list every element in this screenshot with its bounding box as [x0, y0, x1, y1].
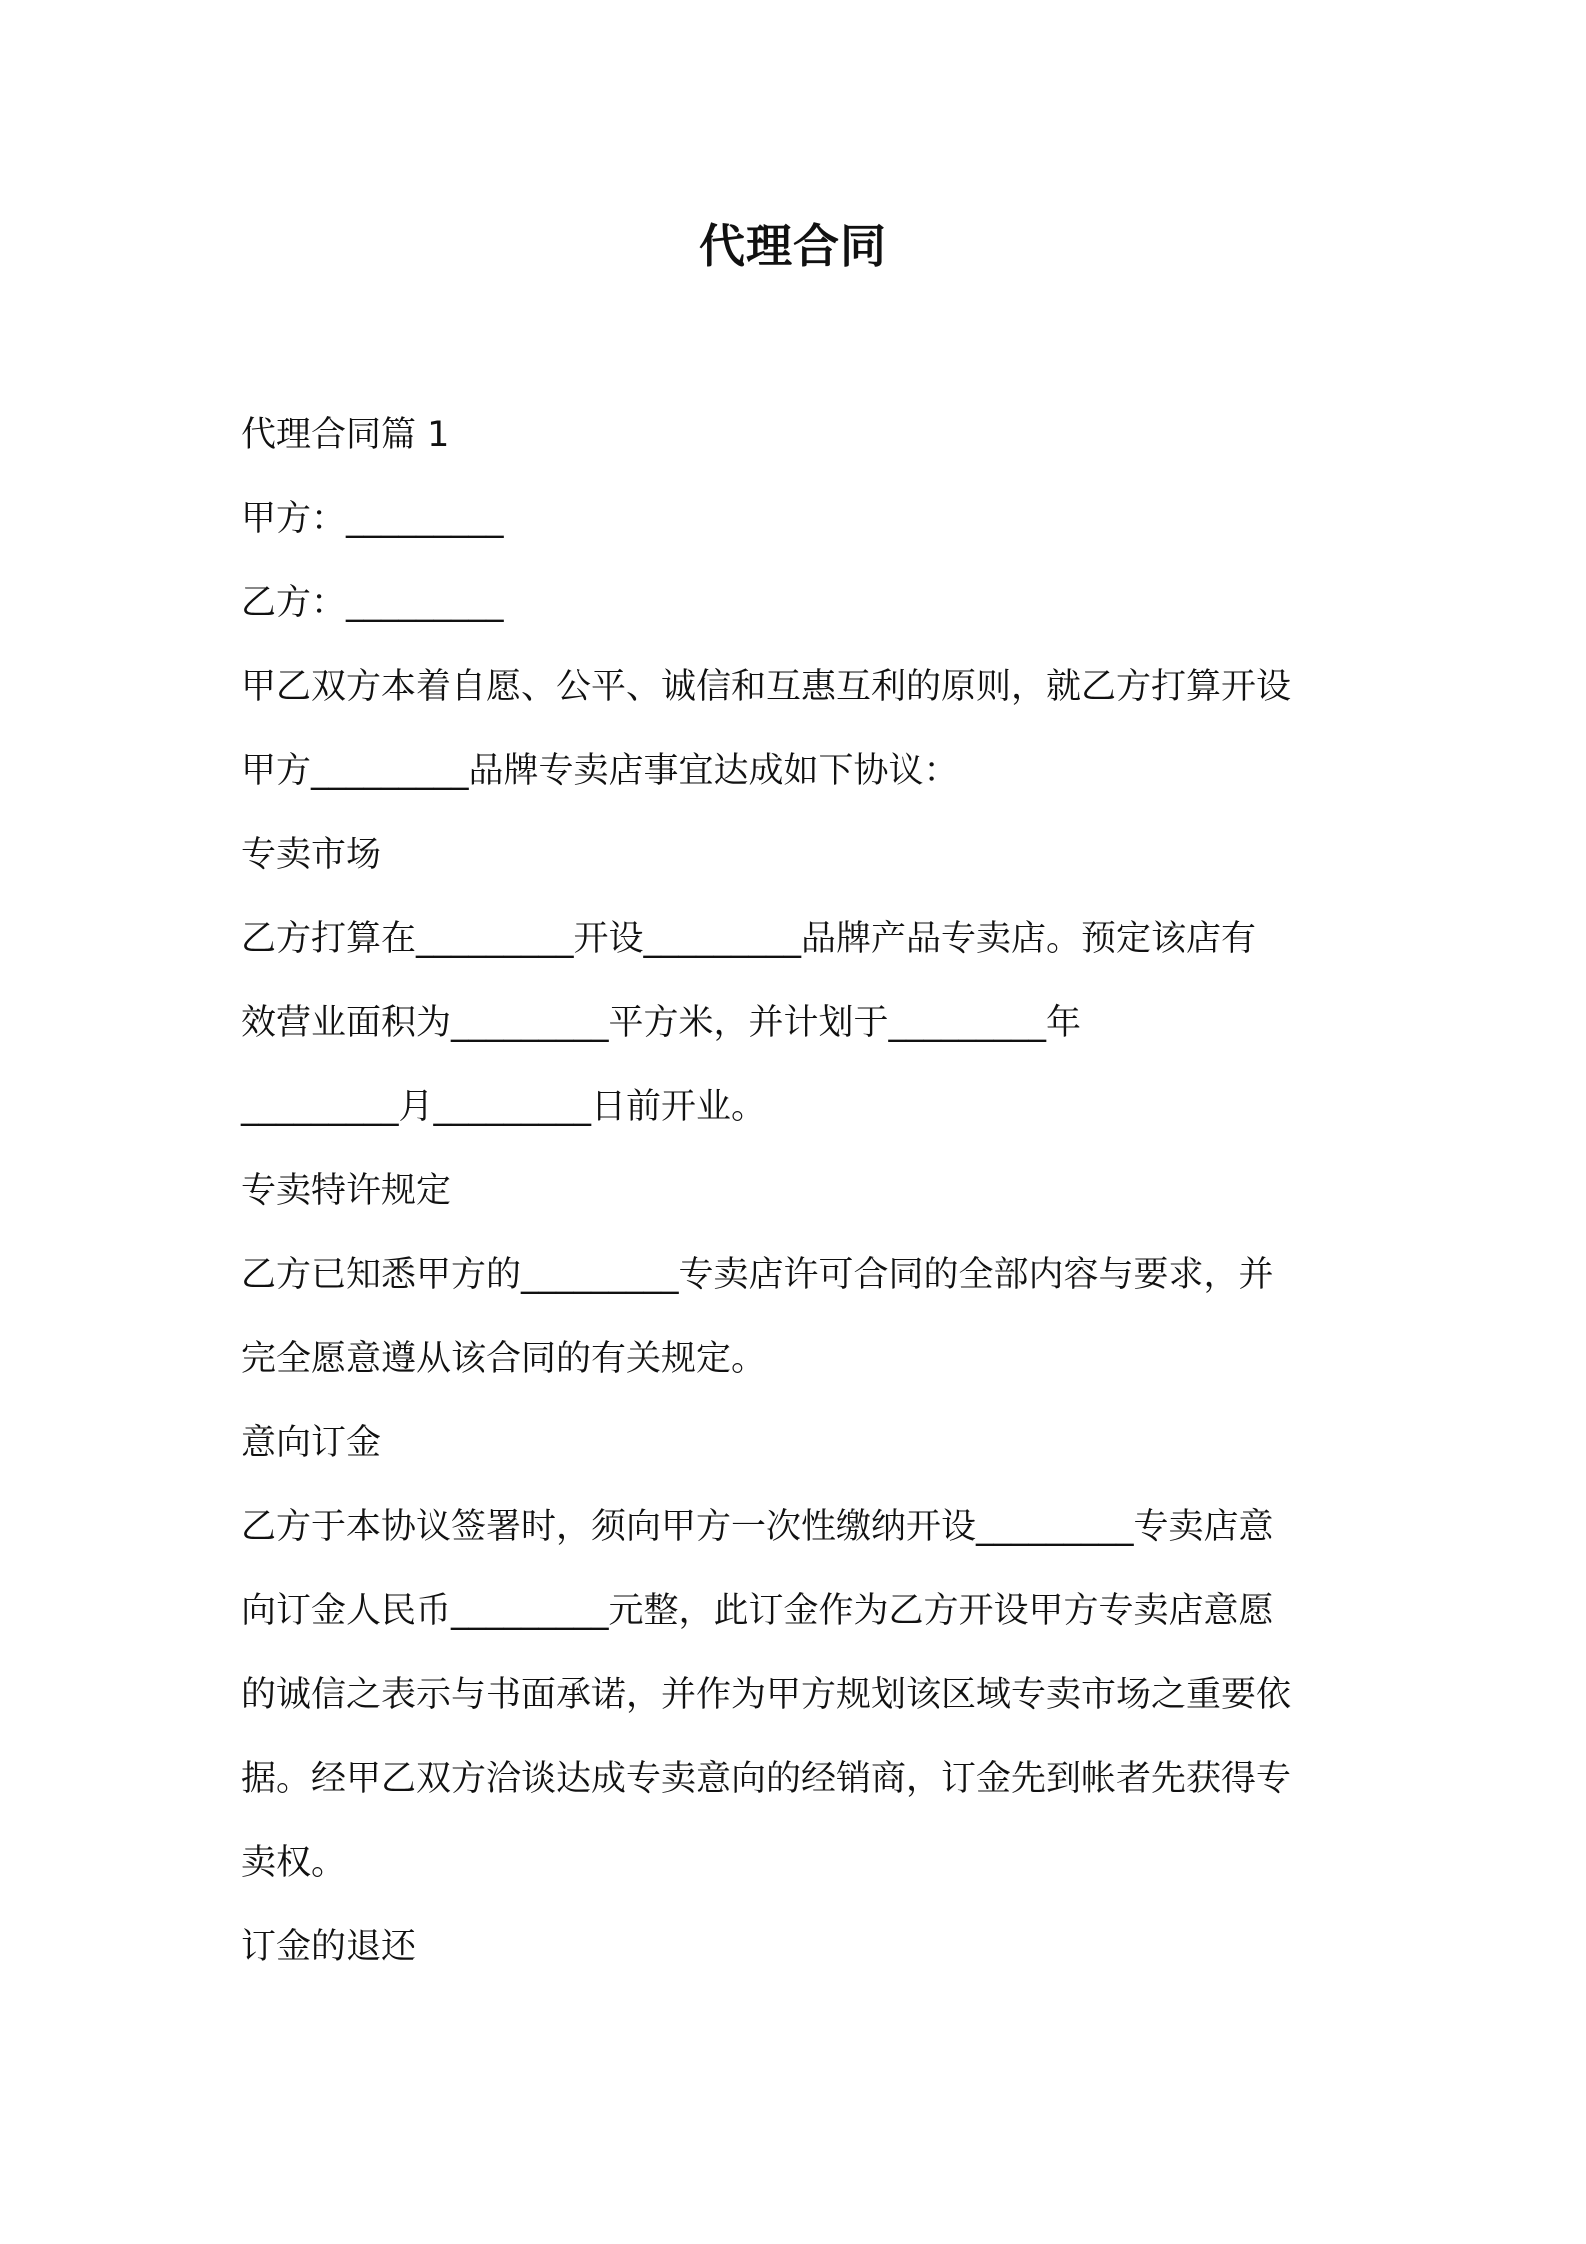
- body-text-line: _________月_________日前开业。: [241, 1087, 767, 1127]
- clause-heading: 专卖市场: [241, 835, 382, 875]
- party-b-line: 乙方：_________: [241, 583, 504, 623]
- body-text-line: 完全愿意遵从该合同的有关规定。: [241, 1339, 767, 1379]
- body-text-line: 效营业面积为_________平方米，并计划于_________年: [241, 1003, 1082, 1043]
- clause-heading: 意向订金: [241, 1423, 382, 1463]
- clause-heading: 专卖特许规定: [241, 1171, 452, 1211]
- document-title: 代理合同: [699, 219, 887, 273]
- body-text-line: 卖权。: [241, 1843, 347, 1883]
- body-text-line: 甲方_________品牌专卖店事宜达成如下协议：: [241, 751, 959, 791]
- body-text-line: 乙方于本协议签署时，须向甲方一次性缴纳开设_________专卖店意: [241, 1507, 1274, 1547]
- body-text-line: 向订金人民币_________元整，此订金作为乙方开设甲方专卖店意愿: [241, 1591, 1274, 1631]
- body-text-line: 的诚信之表示与书面承诺，并作为甲方规划该区域专卖市场之重要依: [241, 1675, 1292, 1715]
- section-heading-part-1: 代理合同篇 1: [241, 415, 450, 455]
- body-text-line: 甲乙双方本着自愿、公平、诚信和互惠互利的原则，就乙方打算开设: [241, 667, 1292, 707]
- body-text-line: 乙方已知悉甲方的_________专卖店许可合同的全部内容与要求，并: [241, 1255, 1274, 1295]
- party-a-line: 甲方：_________: [241, 499, 504, 539]
- body-text-line: 乙方打算在_________开设_________品牌产品专卖店。预定该店有: [241, 919, 1257, 959]
- body-text-line: 据。经甲乙双方洽谈达成专卖意向的经销商，订金先到帐者先获得专: [241, 1759, 1292, 1799]
- clause-heading: 订金的退还: [241, 1927, 417, 1967]
